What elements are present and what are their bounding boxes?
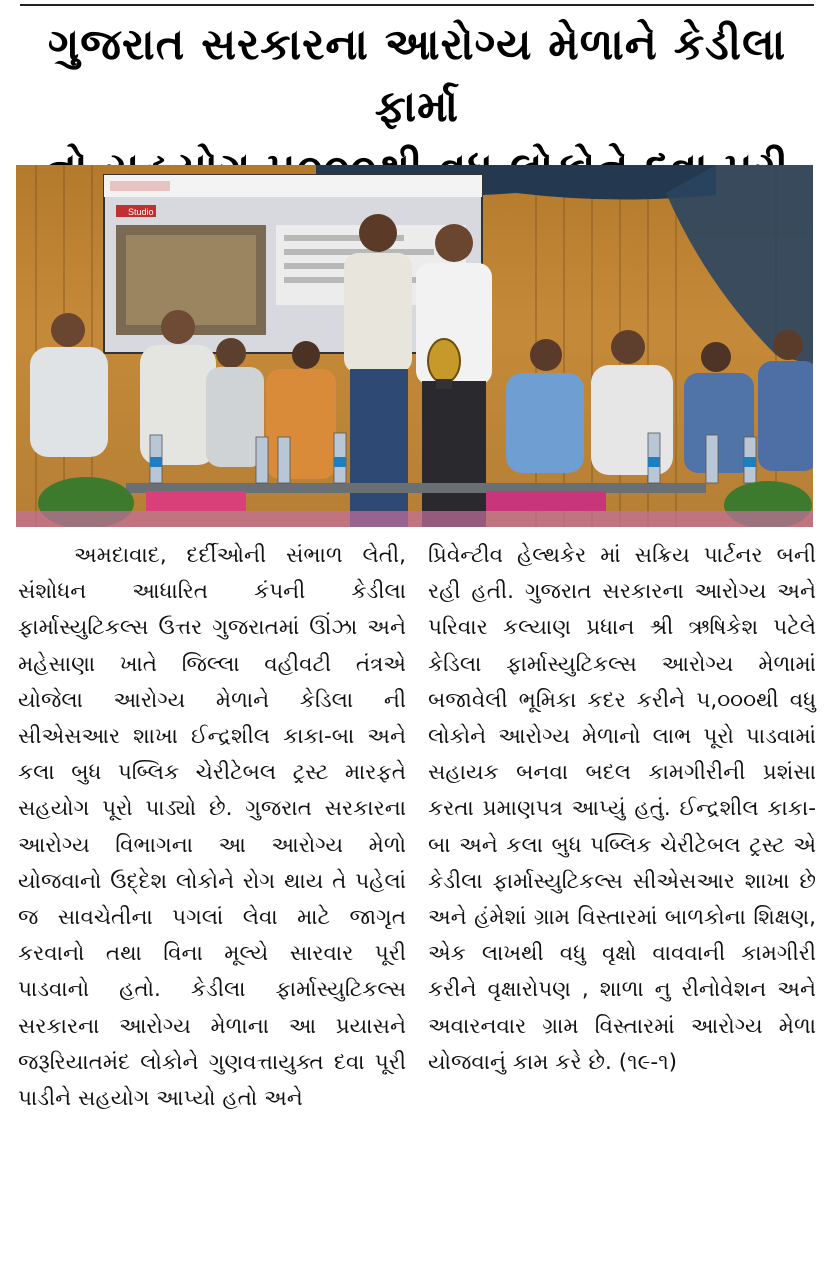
news-photo bbox=[16, 165, 813, 527]
article-right-column bbox=[428, 538, 816, 1081]
top-rule bbox=[20, 4, 814, 6]
headline-line-1: ગુજરાત સરકારના આરોગ્ય મેળાને કેડીલા ફાર્મા bbox=[47, 20, 787, 132]
article-left-column bbox=[18, 538, 406, 1117]
screen-app-title: Studio bbox=[128, 207, 154, 217]
article-paragraph-right: પ્રિવેન્ટીવ હેલ્થકેર માં સક્રિય પાર્ટનર બની રહી હતી. ગુજરાત સરકારના આરોગ્ય અને પરિવાર કલ્યાણ પ્રધાન શ્રી ઋષિકેશ પટેલે કેડિલા ફાર્માસ્યુટિકલ્સ આરોગ્ય મેળામાં બજાવેલી ભૂમિકા કદર કરીને ૫,૦૦૦થી વધુ લોકોને આરોગ્ય મેળાનો લાભ પૂરો પાડવામાં સહાયક બનવા બદલ કામગીરીની પ્રશંસા કરતા પ્રમાણપત્ર આપ્યું હતું. ઈન્દ્રશીલ કાકા-બા અને કલા બુધ પબ્લિક ચેરીટેબલ ટ્રસ્ટ એ કેડીલા ફાર્માસ્યુટિકલ્સ સીએસઆર શાખા છે અને હંમેશાં ગ્રામ વિસ્તારમાં બાળકોના શિક્ષણ, એક લાખથી વધુ વૃક્ષો વાવવાની કામગીરી કરીને વૃક્ષારોપણ , શાળા નુ રીનોવેશન અને અવારનવાર ગ્રામ વિસ્તારમાં આરોગ્ય મેળા યોજવાનું કામ કરે છે. (૧૯-૧) bbox=[428, 543, 816, 1075]
article-paragraph-left: અમદાવાદ, દર્દીઓની સંભાળ લેતી, સંશોધન આધારિત કંપની કેડીલા ફાર્માસ્યુટિકલ્સ ઉત્તર ગુજરાતમાં ઊંઝા અને મહેસાણા ખાતે જિલ્લા વહીવટી તંત્રએ યોજેલા આરોગ્ય મેળાને કેડિલા ની સીએસઆર શાખા ઈન્દ્રશીલ કાકા-બા અને કલા બુધ પબ્લિક ચેરીટેબલ ટ્રસ્ટ મારફતે સહયોગ પૂરો પાડ્યો છે. ગુજરાત સરકારના આરોગ્ય વિભાગના આ આરોગ્ય મેળો યોજવાનો ઉદ્દેશ લોકોને રોગ થાય તે પહેલાં જ સાવચેતીના પગલાં લેવા માટે જાગૃત કરવાનો તથા વિના મૂલ્યે સારવાર પૂરી પાડવાનો હતો. કેડીલા ફાર્માસ્યુટિકલ્સ સરકારના આરોગ્ય મેળાના આ પ્રયાસને જરૂરિયાતમંદ લોકોને ગુણવત્તાયુક્ત દવા પૂરી પાડીને સહયોગ આપ્યો હતો અને bbox=[18, 543, 406, 1112]
